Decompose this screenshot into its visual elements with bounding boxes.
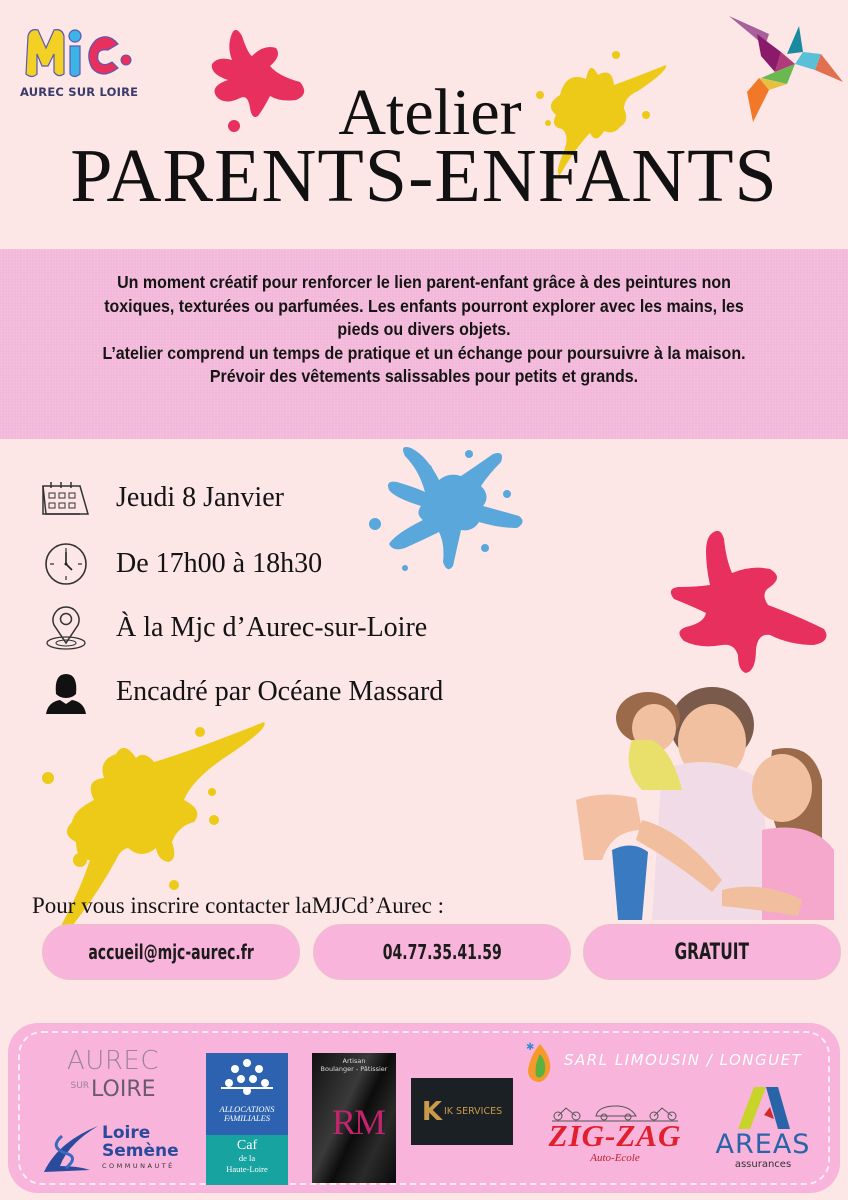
- person-icon: [38, 670, 94, 714]
- rm-mark: RM: [332, 1102, 385, 1142]
- calendar-icon: [38, 476, 94, 520]
- loire-semene-swoosh-icon: [38, 1122, 100, 1176]
- description-line: pieds ou divers objets.: [337, 319, 511, 339]
- areas-a-icon: [734, 1085, 794, 1131]
- kik-name: IK SERVICES: [444, 1106, 503, 1117]
- partner-logo-aurec-sur-loire: [58, 1048, 168, 1104]
- event-host: Encadré par Océane Massard: [116, 676, 444, 707]
- event-date: Jeudi 8 Janvier: [116, 482, 284, 513]
- description-line: Prévoir des vêtements salissables pour petits et grands.: [209, 366, 639, 386]
- aurec-sur: SUR: [70, 1081, 90, 1091]
- caf-line1: ALLOCATIONS: [219, 1104, 275, 1114]
- title-parents-enfants: PARENTS-ENFANTS: [70, 134, 778, 218]
- partner-logo-rm-boulanger: [312, 1053, 396, 1183]
- pink-paint-splash: [200, 20, 310, 135]
- price-label: GRATUIT: [674, 939, 750, 965]
- caf-line5: Haute-Loire: [226, 1164, 268, 1174]
- description-line: Un moment créatif pour renforcer le lien parent-enfant grâce à des peintures non: [117, 272, 731, 292]
- info-row-location: [38, 606, 427, 650]
- info-row-time: [38, 542, 322, 586]
- rm-subtitle: Artisan Boulanger - Pâtissier: [320, 1057, 388, 1073]
- info-row-host: [38, 670, 443, 714]
- loire-semene-sub: COMMUNAUTÉ: [102, 1162, 175, 1170]
- description-text: [48, 271, 799, 389]
- zig-zag-name: ZIG-ZAG: [548, 1118, 682, 1153]
- partner-logo-sarl-limousin-longuet: [524, 1038, 824, 1084]
- event-location: À la Mjc d’Aurec-sur-Loire: [116, 612, 428, 643]
- partner-logo-areas: [710, 1085, 816, 1177]
- aurec-loire: LOIRE: [91, 1077, 156, 1102]
- loire-semene-name: Loire Semène: [102, 1123, 179, 1161]
- kik-mark: K: [421, 1096, 442, 1127]
- phone-contact-pill[interactable]: [313, 924, 571, 980]
- zig-zag-sub: Auto-Ecole: [590, 1152, 640, 1164]
- partner-logo-caf: [206, 1053, 288, 1185]
- aurec-line1: AUREC: [67, 1046, 159, 1076]
- description-line: toxiques, texturées ou parfumées. Les enfants pourront explorer avec les mains, les: [104, 295, 744, 316]
- aurec-line2: [58, 1074, 168, 1102]
- blue-paint-splash: [365, 436, 545, 586]
- mjc-letters-graphic: [22, 24, 134, 80]
- info-row-date: [38, 476, 284, 520]
- mjc-logo-subtitle: AUREC SUR LOIRE: [20, 85, 139, 99]
- partner-logo-zig-zag: [530, 1100, 700, 1180]
- family-illustration: [572, 680, 837, 920]
- partner-logo-kik-services: [411, 1078, 513, 1145]
- caf-top: [206, 1053, 288, 1135]
- areas-sub: assurances: [734, 1159, 792, 1170]
- registration-label: Pour vous inscrire contacter laMJCd’Aurec :: [32, 893, 444, 918]
- caf-line2: FAMILIALES: [223, 1113, 271, 1123]
- clock-icon: [38, 542, 94, 586]
- sarl-name: SARL LIMOUSIN / LONGUET: [564, 1051, 803, 1069]
- svg-text:✱: ✱: [526, 1042, 535, 1053]
- event-time: De 17h00 à 18h30: [116, 548, 323, 579]
- areas-name: AREAS: [715, 1129, 811, 1160]
- hummingbird-logo: [725, 12, 845, 124]
- caf-bottom: [206, 1135, 288, 1185]
- partner-logo-loire-semene: [38, 1122, 193, 1178]
- mjc-logo: [18, 24, 139, 104]
- caf-people-icon: [219, 1057, 275, 1103]
- caf-line4: de la: [238, 1153, 256, 1163]
- email-contact-pill[interactable]: [42, 924, 300, 980]
- pink-paint-splash-right: [660, 525, 830, 685]
- vehicles-icon: [550, 1102, 680, 1122]
- phone-number[interactable]: 04.77.35.41.59: [382, 940, 502, 964]
- description-line: L’atelier comprend un temps de pratique et un échange pour poursuivre à la maison.: [102, 342, 746, 363]
- flame-leaf-icon: [524, 1038, 554, 1084]
- price-badge: [583, 924, 841, 980]
- email-address[interactable]: accueil@mjc-aurec.fr: [88, 940, 254, 964]
- caf-line3: Caf: [236, 1138, 258, 1153]
- location-pin-icon: [38, 606, 94, 650]
- description-band: [0, 249, 848, 439]
- title-atelier: Atelier: [338, 76, 522, 149]
